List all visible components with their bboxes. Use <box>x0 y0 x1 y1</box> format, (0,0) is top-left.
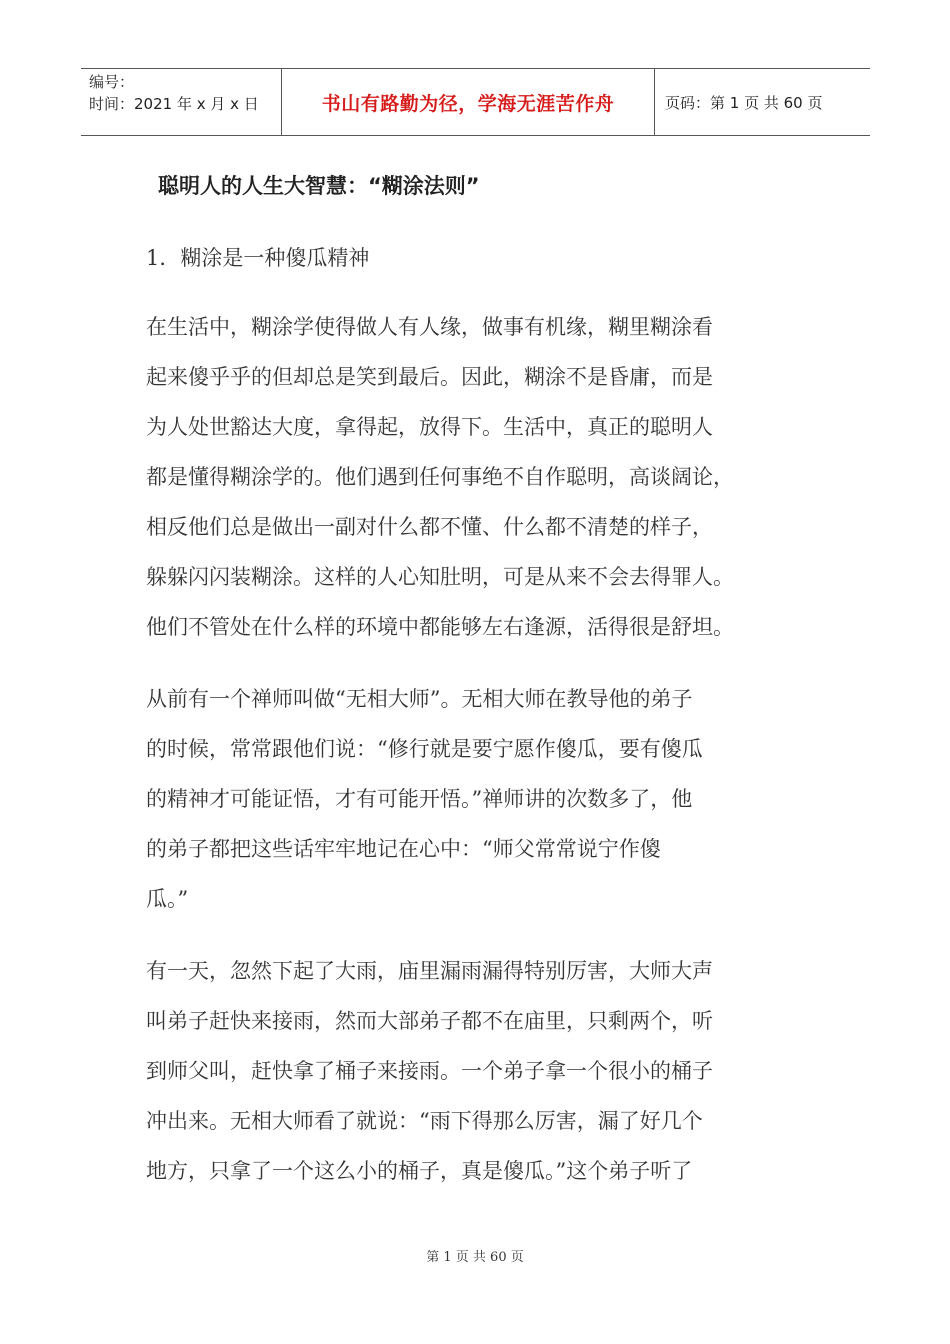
paragraph-line: 在生活中，糊涂学使得做人有人缘，做事有机缘，糊里糊涂看 <box>146 315 713 339</box>
paragraph-1 <box>146 312 836 662</box>
page-footer: 第 1 页 共 60 页 <box>426 1250 524 1265</box>
paragraph-line: 相反他们总是做出一副对什么都不懂、什么都不清楚的样子， <box>146 515 713 539</box>
paragraph-line: 地方，只拿了一个这么小的桶子，真是傻瓜。”这个弟子听了 <box>146 1159 693 1183</box>
paragraph-line: 瓜。” <box>146 887 189 911</box>
header-meta <box>81 69 282 135</box>
paragraph-line: 的弟子都把这些话牢牢地记在心中：“师父常常说宁作傻 <box>146 837 661 861</box>
paragraph-line: 起来傻乎乎的但却总是笑到最后。因此，糊涂不是昏庸，而是 <box>146 365 713 389</box>
paragraph-line: 冲出来。无相大师看了就说：“雨下得那么厉害，漏了好几个 <box>146 1109 703 1133</box>
header-page-info: 页码：第 1 页 共 60 页 <box>665 93 823 112</box>
paragraph-line: 都是懂得糊涂学的。他们遇到任何事绝不自作聪明，高谈阔论， <box>146 465 734 489</box>
document-header <box>81 68 870 136</box>
section-heading: 1．糊涂是一种傻瓜精神 <box>146 246 370 270</box>
paragraph-line: 有一天，忽然下起了大雨，庙里漏雨漏得特别厉害，大师大声 <box>146 959 713 983</box>
paragraph-line: 的精神才可能证悟，才有可能开悟。”禅师讲的次数多了，他 <box>146 787 693 811</box>
paragraph-line: 他们不管处在什么样的环境中都能够左右逢源，活得很是舒坦。 <box>146 615 734 639</box>
paragraph-line: 叫弟子赶快来接雨，然而大部弟子都不在庙里，只剩两个，听 <box>146 1009 713 1033</box>
paragraph-line: 到师父叫，赶快拿了桶子来接雨。一个弟子拿一个很小的桶子 <box>146 1059 713 1083</box>
number-label: 编号： <box>89 73 135 91</box>
document-title: 聪明人的人生大智慧：“糊涂法则” <box>158 174 480 198</box>
time-label: 时间：2021 年 x 月 x 日 <box>89 95 259 113</box>
paragraph-line: 从前有一个禅师叫做“无相大师”。无相大师在教导他的弟子 <box>146 687 693 711</box>
paragraph-line: 为人处世豁达大度，拿得起，放得下。生活中，真正的聪明人 <box>146 415 713 439</box>
paragraph-line: 的时候，常常跟他们说：“修行就是要宁愿作傻瓜，要有傻瓜 <box>146 737 703 761</box>
paragraph-3 <box>146 956 836 1206</box>
paragraph-2 <box>146 684 836 934</box>
header-motto: 书山有路勤为径，学海无涯苦作舟 <box>282 69 655 135</box>
paragraph-line: 躲躲闪闪装糊涂。这样的人心知肚明，可是从来不会去得罪人。 <box>146 565 734 589</box>
